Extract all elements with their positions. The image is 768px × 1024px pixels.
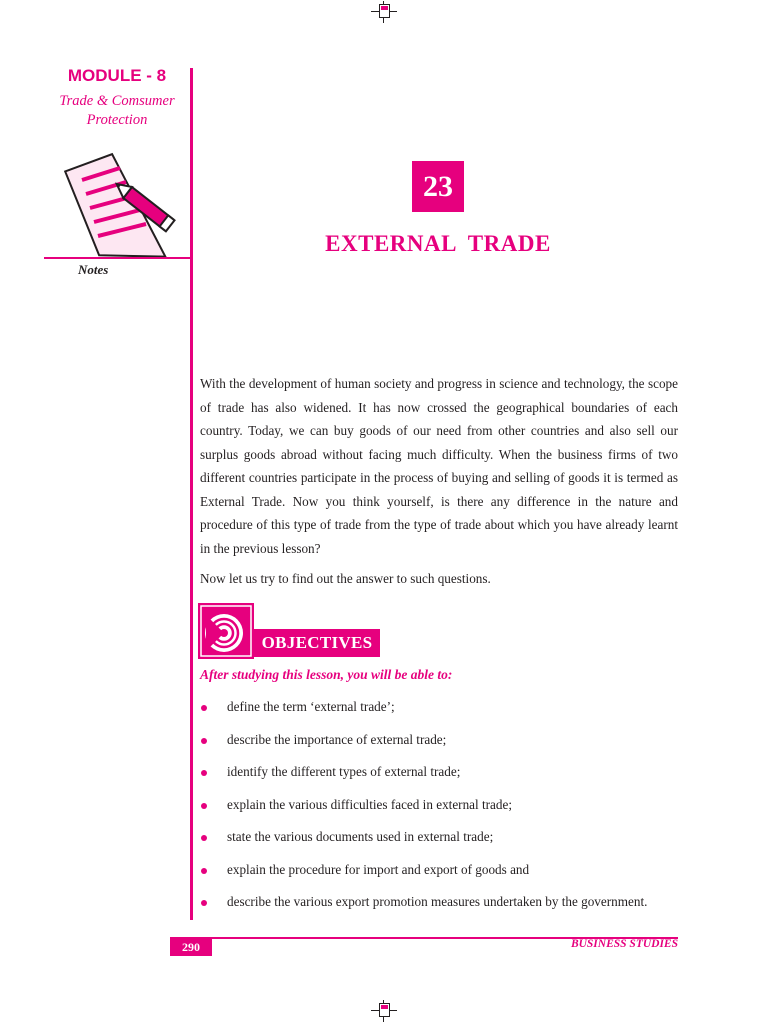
chapter-number: 23: [412, 161, 464, 212]
module-subtitle-line2: Protection: [86, 112, 148, 128]
module-subtitle-line1: Trade & Comsumer: [59, 93, 175, 109]
objectives-list: [200, 695, 680, 923]
list-item: identify the different types of external trade;: [200, 760, 680, 793]
book-name: BUSINESS STUDIES: [570, 938, 678, 950]
registration-mark-top: [371, 1, 397, 23]
list-item: state the various documents used in external trade;: [200, 825, 680, 858]
bullet-icon: [201, 868, 207, 874]
chapter-title: EXTERNAL TRADE: [325, 231, 551, 256]
bullet-icon: [201, 900, 207, 906]
bullet-icon: [201, 705, 207, 711]
page-number: 290: [170, 939, 212, 956]
list-item: explain the various difficulties faced in external trade;: [200, 793, 680, 826]
list-item: describe the various export promotion measures undertaken by the government.: [200, 890, 680, 923]
notes-pencil-icon: [56, 150, 176, 270]
objectives-intro: After studying this lesson, you will be able to:: [200, 667, 453, 682]
bullet-icon: [201, 835, 207, 841]
bullet-icon: [201, 803, 207, 809]
objectives-target-icon: [198, 603, 254, 659]
module-title: MODULE - 8: [67, 66, 167, 85]
list-item: explain the procedure for import and export of goods and: [200, 858, 680, 891]
module-subtitle: [44, 92, 190, 130]
bullet-icon: [201, 770, 207, 776]
list-item: define the term ‘external trade’;: [200, 695, 680, 728]
bullet-icon: [201, 738, 207, 744]
registration-mark-bottom: [371, 1000, 397, 1022]
margin-divider: [190, 68, 193, 920]
intro-paragraph-1: With the development of human society and progress in science and technology, the scope of trade has also widened. It has now crossed the geographical boundaries of each country. Today, we can buy goods of our need from other countries and also sell our surplus goods abroad without facing much difficulty. When the business firms of two different countries participate in the process of buying and selling of goods it is termed as External Trade. Now you think yourself, is there any difference in the nature and procedure of this type of trade from the type of trade about which you have already learnt in the previous lesson?: [200, 376, 678, 556]
objectives-heading: OBJECTIVES: [254, 629, 380, 657]
list-item: describe the importance of external trade;: [200, 728, 680, 761]
notes-divider: [44, 257, 193, 259]
intro-paragraph-2: Now let us try to find out the answer to such questions.: [200, 571, 491, 586]
notes-label: Notes: [78, 262, 109, 277]
